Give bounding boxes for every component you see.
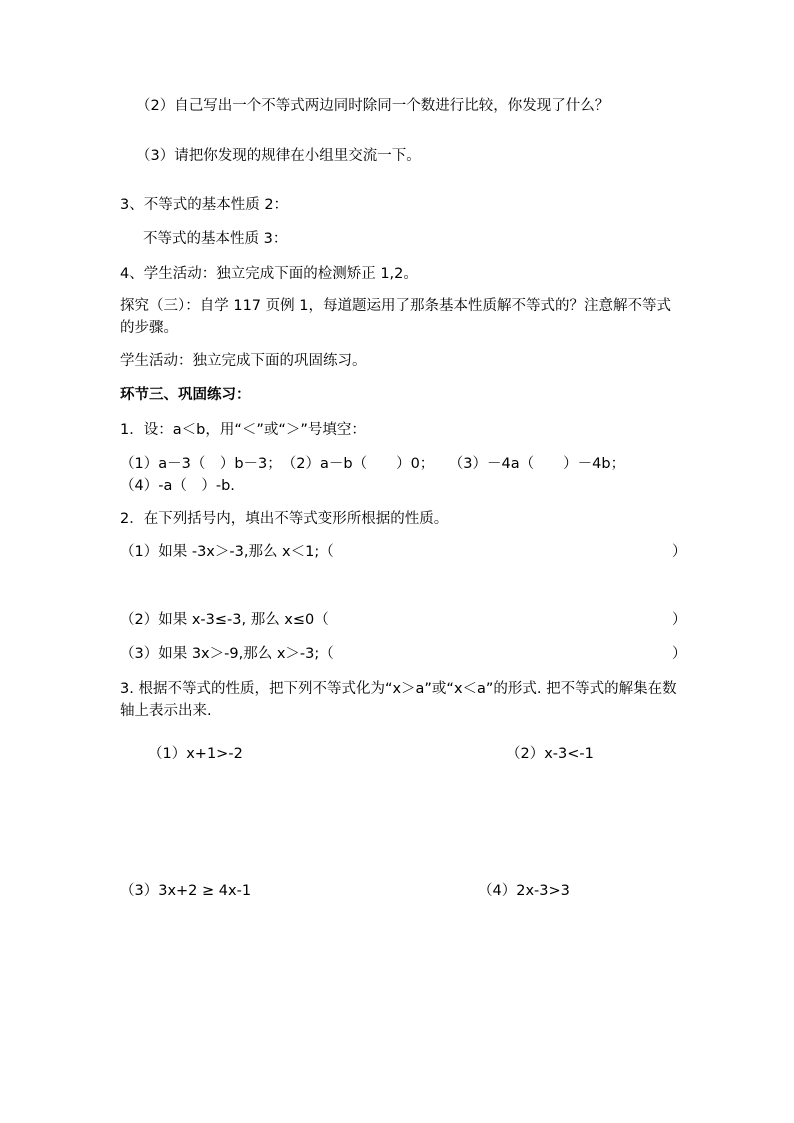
exercise-3-item-2: （2）x-3<-1 [506,746,594,762]
exercise-3-item-4: （4）2x-3>3 [478,883,570,899]
exercise-2-item-2-close: ） [672,612,687,628]
exercise-2-item-3: （3）如果 3x＞-9,那么 x＞-3;（ [120,646,334,662]
exercise-2-prompt: 2．在下列括号内，填出不等式变形所根据的性质。 [120,511,449,527]
student-activity-consolidate: 学生活动：独立完成下面的巩固练习。 [120,353,367,369]
exercise-2-item-3-close: ） [672,646,687,662]
section-3-title: 环节三、巩固练习： [120,387,251,403]
student-activity-4: 4、学生活动：独立完成下面的检测矫正 1,2。 [120,266,418,282]
exercise-3-prompt: 3. 根据不等式的性质，把下列不等式化为“x＞a”或“x＜a”的形式. 把不等式的解集在数轴上表示出来. [120,681,677,719]
exercise-2-item-1: （1）如果 -3x＞-3,那么 x＜1;（ [120,544,334,560]
exercise-1-row-1: （1）a－3（ ）b－3； （2）a－b（ ）0； （3）－4a（ ）－4b； [120,456,626,472]
exercise-1-row-2: （4）-a（ ）-b. [120,478,235,494]
exercise-2-item-2: （2）如果 x-3≤-3, 那么 x≤0（ [120,612,329,628]
question-3-line: （3）请把你发现的规律在小组里交流一下。 [136,148,421,164]
explore-3-paragraph: 探究（三）：自学 117 页例 1，每道题运用了那条基本性质解不等式的？注意解不等式的步骤。 [120,298,671,336]
exercise-2-item-1-close: ） [672,544,687,560]
exercise-3-item-1: （1）x+1>-2 [148,746,243,762]
property-2-heading: 3、不等式的基本性质 2： [120,197,289,213]
question-2-line: （2）自己写出一个不等式两边同时除同一个数进行比较，你发现了什么？ [136,98,610,114]
property-3-heading: 不等式的基本性质 3： [143,231,288,247]
exercise-1-prompt: 1．设：a＜b，用“＜”或“＞”号填空： [120,422,366,438]
exercise-3-item-3: （3）3x+2 ≥ 4x-1 [120,883,252,899]
